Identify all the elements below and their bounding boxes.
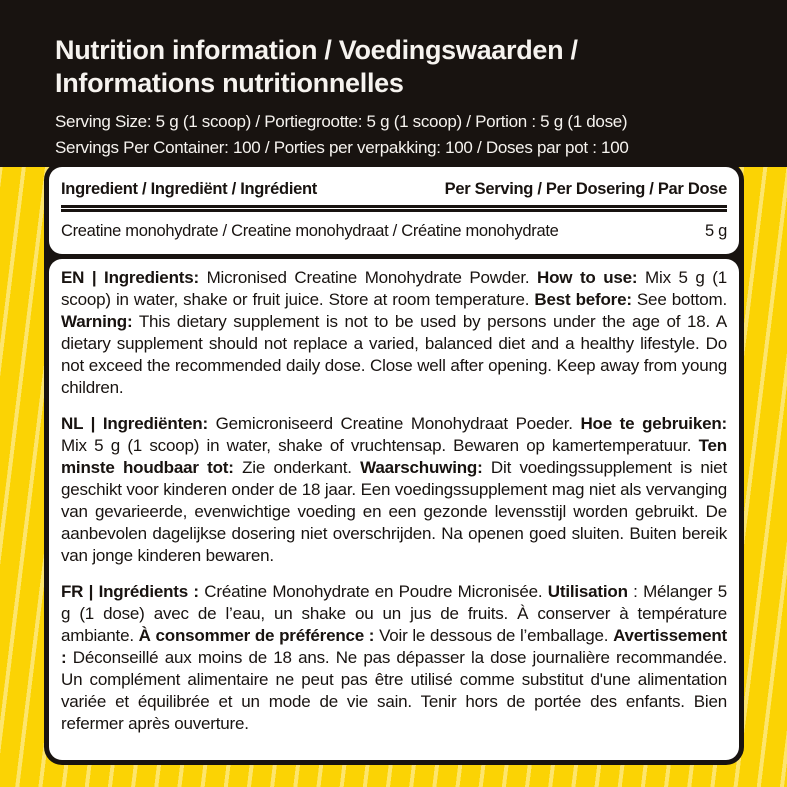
per-serving-column-header: Per Serving / Per Dosering / Par Dose [444, 180, 727, 198]
ingredient-table-header-row [61, 174, 727, 204]
ingredient-table-panel [49, 167, 739, 254]
table-divider-rule [61, 205, 727, 212]
paragraph-en: EN | Ingredients: Micronised Creatine Monohydrate Powder. How to use: Mix 5 g (1 scoop) in water, shake or fruit juice. Store at room temperature. Best before: See bottom. Warning: This dietary supplement is not to be used by persons under the age of 18. A dietary supplement should not replace a varied, balanced diet and a healthy lifestyle. Do not exceed the recommended daily dose. Close well after opening. Keep away from young children. [61, 268, 727, 397]
serving-size-line: Serving Size: 5 g (1 scoop) / Portiegrootte: 5 g (1 scoop) / Portion : 5 g (1 dose) [55, 112, 628, 131]
paragraph-fr: FR | Ingrédients : Créatine Monohydrate en Poudre Micronisée. Utilisation : Mélanger 5 g (1 dose) avec de l’eau, un shake ou un jus de fruits. À conserver à température ambiante. À consommer de préférence : Voir le dessous de l’emballage. Avertissement : Déconseillé aux moins de 18 ans. Ne pas dépasser la dose journalière recommandée. Un complément alimentaire ne peut pas être utilisé comme substitut d'une alimentation variée et équilibrée et un mode de vie sain. Tenir hors de portée des enfants. Bien refermer après ouverture. [61, 582, 727, 733]
ingredient-row [61, 214, 727, 248]
nutrition-title: Nutrition information / Voedingswaarden / Informations nutritionnelles [55, 35, 578, 98]
ingredient-value: 5 g [704, 222, 727, 240]
directions-panel [49, 259, 739, 760]
paragraph-nl: NL | Ingrediënten: Gemicroniseerd Creatine Monohydraat Poeder. Hoe te gebruiken: Mix 5 g (1 scoop) in water, shake of vruchtensap. Bewaren op kamertemperatuur. Ten minste houdbaar tot: Zie onderkant. Waarschuwing: Dit voedingssupplement is niet geschikt voor kinderen onder de 18 jaar. Een voedingssupplement mag niet als vervanging van gevarieerde, evenwichtige voeding en een gezonde levensstijl worden gebruikt. De aanbevolen dagelijkse dosering niet overschrijden. Na openen goed sluiten. Buiten bereik van jonge kinderen bewaren. [61, 414, 727, 565]
label-panels-frame [44, 162, 744, 765]
ingredient-column-header: Ingredient / Ingrediënt / Ingrédient [61, 180, 317, 198]
servings-per-container-line: Servings Per Container: 100 / Porties per verpakking: 100 / Doses par pot : 100 [55, 138, 629, 157]
ingredient-name: Creatine monohydrate / Creatine monohydraat / Créatine monohydrate [61, 222, 559, 240]
header-section [0, 0, 787, 167]
